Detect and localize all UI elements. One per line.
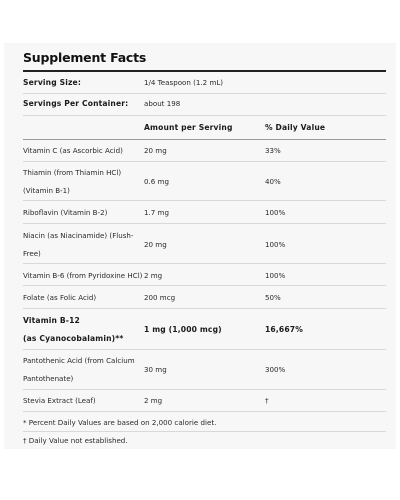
servings-per-container-label: Servings Per Container: (23, 99, 129, 108)
servings-per-container-value: about 198 (144, 99, 181, 108)
divider (23, 349, 386, 350)
divider (23, 308, 386, 309)
nutrient-name-line2: (Vitamin B-1) (23, 186, 70, 195)
nutrient-daily-value: † (265, 396, 269, 405)
nutrient-amount: 1.7 mg (144, 208, 169, 217)
nutrient-name: Riboflavin (Vitamin B-2) (23, 208, 108, 217)
nutrient-name: Stevia Extract (Leaf) (23, 396, 96, 405)
amount-per-serving-header: Amount per Serving (144, 123, 233, 132)
nutrient-daily-value: 33% (265, 146, 281, 155)
nutrient-name-line2: Free) (23, 249, 41, 258)
nutrient-name: Niacin (as Niacinamide) (Flush- (23, 231, 134, 240)
divider (23, 411, 386, 412)
nutrient-amount: 1 mg (1,000 mcg) (144, 325, 222, 334)
serving-size-label: Serving Size: (23, 78, 82, 87)
nutrient-daily-value: 100% (265, 240, 286, 249)
divider (23, 200, 386, 201)
nutrient-amount: 0.6 mg (144, 177, 169, 186)
nutrient-name: Vitamin B-6 (from Pyridoxine HCl) (23, 271, 143, 280)
nutrient-daily-value: 100% (265, 271, 286, 280)
nutrient-name: Thiamin (from Thiamin HCl) (23, 168, 122, 177)
nutrient-daily-value: 300% (265, 365, 286, 374)
header-rule (23, 139, 386, 140)
nutrient-amount: 20 mg (144, 146, 167, 155)
serving-size-value: 1/4 Teaspoon (1.2 mL) (144, 78, 224, 87)
divider (23, 285, 386, 286)
divider (23, 263, 386, 264)
nutrient-amount: 20 mg (144, 240, 167, 249)
nutrient-daily-value: 50% (265, 293, 281, 302)
title-rule (23, 70, 386, 72)
nutrient-amount: 200 mcg (144, 293, 176, 302)
nutrient-name-line2: Pantothenate) (23, 374, 74, 383)
footnote: * Percent Daily Values are based on 2,000 calorie diet. (23, 418, 217, 427)
nutrient-name: Folate (as Folic Acid) (23, 293, 97, 302)
nutrient-name: Vitamin C (as Ascorbic Acid) (23, 146, 123, 155)
divider (23, 223, 386, 224)
footnote: † Daily Value not established. (23, 436, 128, 445)
nutrient-name-line2: (as Cyanocobalamin)** (23, 334, 124, 343)
divider (23, 161, 386, 162)
nutrient-daily-value: 40% (265, 177, 281, 186)
supplement-facts-title: Supplement Facts (23, 50, 147, 65)
nutrient-name: Pantothenic Acid (from Calcium (23, 356, 135, 365)
nutrient-amount: 30 mg (144, 365, 167, 374)
divider (23, 389, 386, 390)
nutrient-amount: 2 mg (144, 396, 163, 405)
divider (23, 115, 386, 116)
nutrient-name: Vitamin B-12 (23, 316, 80, 325)
daily-value-header: % Daily Value (265, 123, 326, 132)
nutrient-daily-value: 16,667% (265, 325, 303, 334)
nutrient-amount: 2 mg (144, 271, 163, 280)
nutrient-daily-value: 100% (265, 208, 286, 217)
